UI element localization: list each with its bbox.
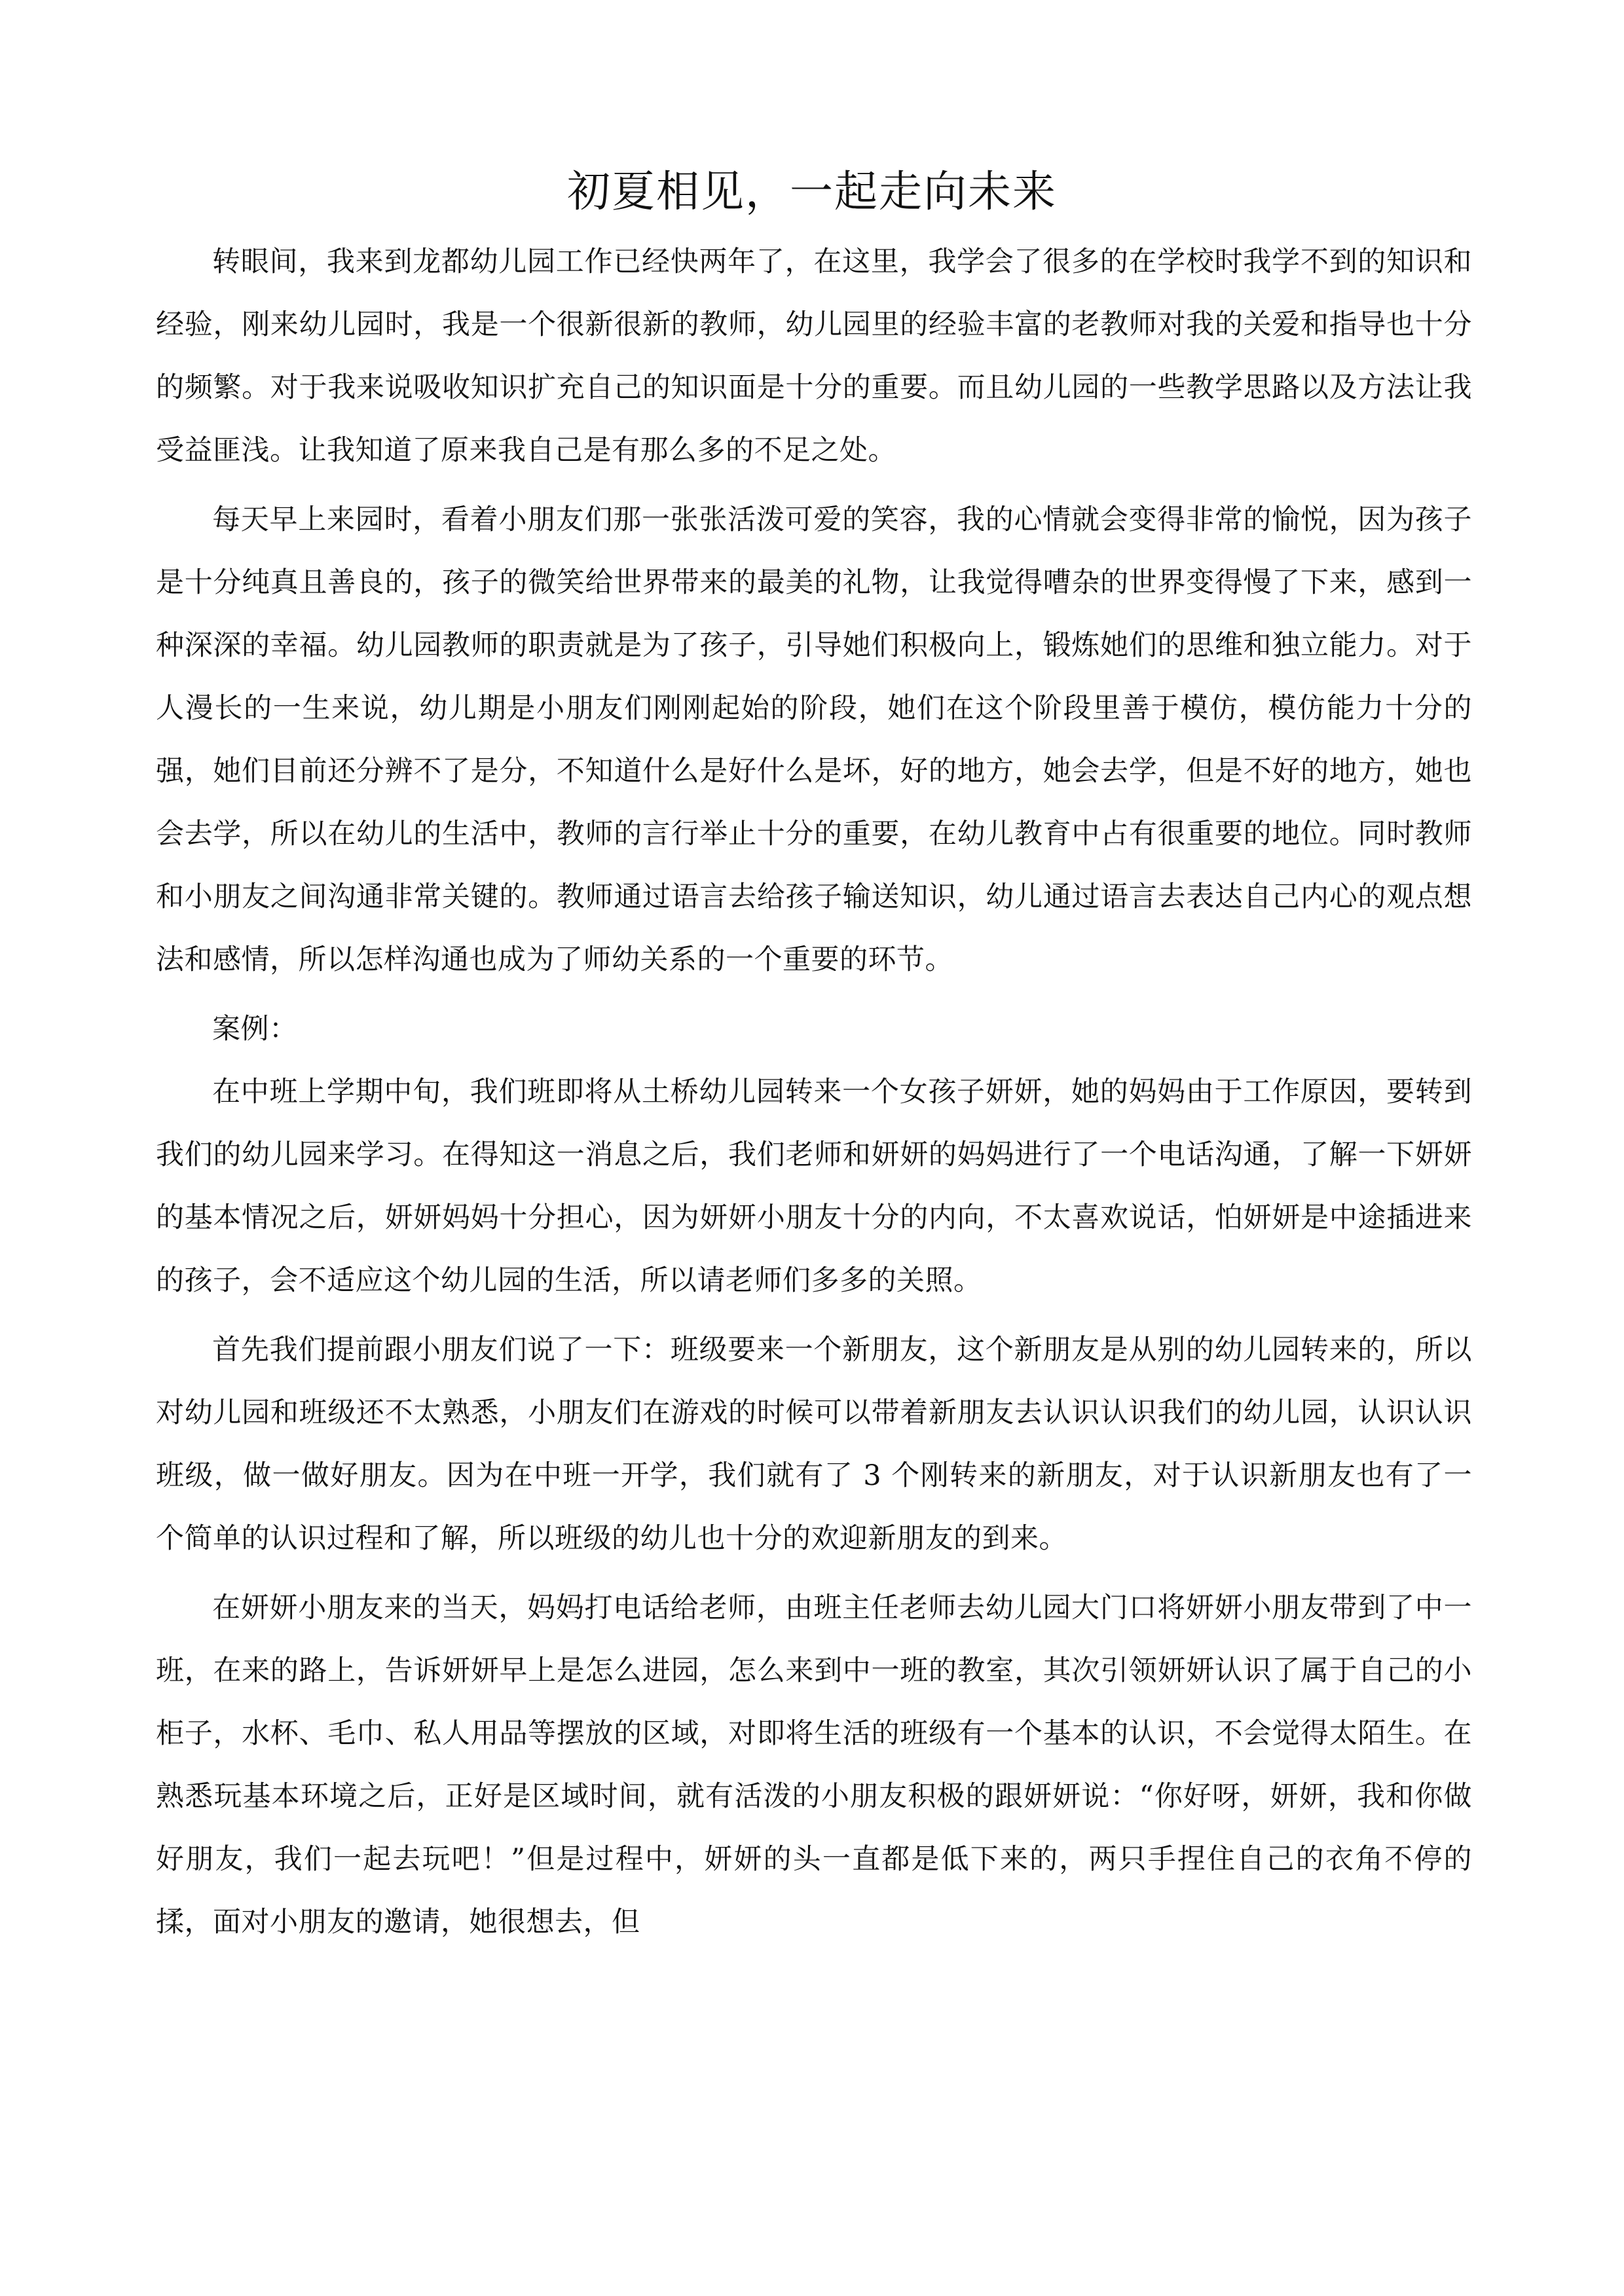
paragraph: 每天早上来园时，看着小朋友们那一张张活泼可爱的笑容，我的心情就会变得非常的愉悦，因为孩子是十分纯真且善良的，孩子的微笑给世界带来的最美的礼物，让我觉得嘈杂的世界变得慢了下来，感到一种深深的幸福。幼儿园教师的职责就是为了孩子，引导她们积极向上，锻炼她们的思维和独立能力。对于人漫长的一生来说，幼儿期是小朋友们刚刚起始的阶段，她们在这个阶段里善于模仿，模仿能力十分的强，她们目前还分辨不了是分，不知道什么是好什么是坏，好的地方，她会去学，但是不好的地方，她也会去学，所以在幼儿的生活中，教师的言行举止十分的重要，在幼儿教育中占有很重要的地位。同时教师和小朋友之间沟通非常关键的。教师通过语言去给孩子输送知识，幼儿通过语言去表达自己内心的观点想法和感情，所以怎样沟通也成为了师幼关系的一个重要的环节。 <box>156 503 1472 976</box>
paragraph: 首先我们提前跟小朋友们说了一下：班级要来一个新朋友，这个新朋友是从别的幼儿园转来的，所以对幼儿园和班级还不太熟悉，小朋友们在游戏的时候可以带着新朋友去认识认识我们的幼儿园，认识认识班级，做一做好朋友。因为在中班一开学，我们就有了 3 个刚转来的新朋友，对于认识新朋友也有了一个简单的认识过程和了解，所以班级的幼儿也十分的欢迎新朋友的到来。 <box>156 1334 1472 1555</box>
paragraph: 在中班上学期中旬，我们班即将从土桥幼儿园转来一个女孩子妍妍，她的妈妈由于工作原因，要转到我们的幼儿园来学习。在得知这一消息之后，我们老师和妍妍的妈妈进行了一个电话沟通，了解一下妍妍的基本情况之后，妍妍妈妈十分担心，因为妍妍小朋友十分的内向，不太喜欢说话，怕妍妍是中途插进来的孩子，会不适应这个幼儿园的生活，所以请老师们多多的关照。 <box>156 1076 1472 1297</box>
paragraph: 转眼间，我来到龙都幼儿园工作已经快两年了，在这里，我学会了很多的在学校时我学不到的知识和经验，刚来幼儿园时，我是一个很新很新的教师，幼儿园里的经验丰富的老教师对我的关爱和指导也十分的频繁。对于我来说吸收知识扩充自己的知识面是十分的重要。而且幼儿园的一些教学思路以及方法让我受益匪浅。让我知道了原来我自己是有那么多的不足之处。 <box>156 246 1472 467</box>
paragraph-case-heading: 案例： <box>212 1013 298 1046</box>
document-title: 初夏相见，一起走向未来 <box>567 166 1057 217</box>
paragraph: 在妍妍小朋友来的当天，妈妈打电话给老师，由班主任老师去幼儿园大门口将妍妍小朋友带到了中一班，在来的路上，告诉妍妍早上是怎么进园，怎么来到中一班的教室，其次引领妍妍认识了属于自己的小柜子，水杯、毛巾、私人用品等摆放的区域，对即将生活的班级有一个基本的认识，不会觉得太陌生。在熟悉玩基本环境之后，正好是区域时间，就有活泼的小朋友积极的跟妍妍说：“你好呀，妍妍，我和你做好朋友，我们一起去玩吧！”但是过程中，妍妍的头一直都是低下来的，两只手捏住自己的衣角不停的揉，面对小朋友的邀请，她很想去，但 <box>156 1592 1472 1939</box>
document-body <box>156 230 1472 1954</box>
